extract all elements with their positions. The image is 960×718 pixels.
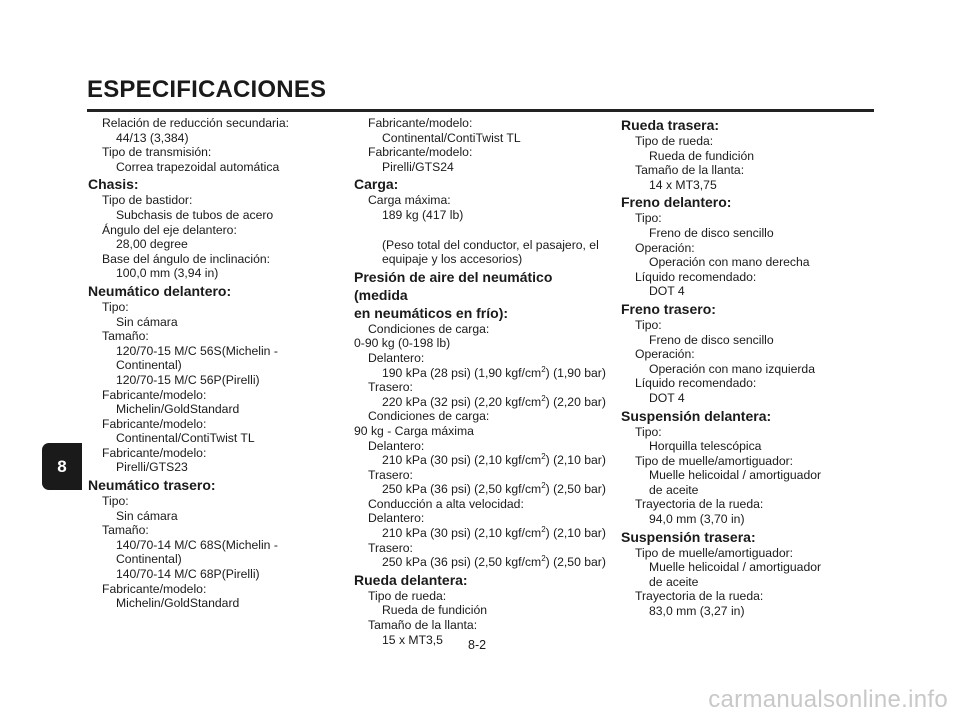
spec-value: 220 kPa (32 psi) (2,20 kgf/$cm^2$) (2,20 bar) — [382, 393, 606, 409]
section-heading-rear-tire: Neumático trasero: — [88, 477, 216, 494]
watermark: carmanualsonline.info — [708, 686, 948, 713]
spec-value: Operación con mano derecha — [649, 255, 810, 270]
spec-value: Muelle helicoidal / amortiguador — [649, 560, 822, 575]
spec-value: de aceite — [649, 482, 699, 497]
title-underline — [87, 109, 874, 112]
section-heading-front-brake: Freno delantero: — [621, 194, 732, 211]
spec-label: Tamaño: — [102, 329, 149, 344]
spec-value: Operación con mano izquierda — [649, 361, 815, 376]
spec-label: Tipo de transmisión: — [102, 145, 212, 160]
spec-value: Rueda de fundición — [649, 148, 755, 163]
spec-label: Tipo de muelle/amortiguador: — [635, 453, 794, 468]
spec-value: Subchasis de tubos de acero — [116, 207, 274, 222]
spec-label: Delantero: — [368, 350, 425, 365]
spec-label: Operación: — [635, 347, 695, 362]
spec-label: Fabricante/modelo: — [102, 581, 207, 596]
spec-value: 14 x MT3,75 — [649, 177, 717, 192]
page-title: ESPECIFICACIONES — [87, 76, 327, 103]
spec-label: Fabricante/modelo: — [368, 116, 473, 130]
spec-value: 189 kg (417 lb) — [382, 207, 464, 222]
spec-label: Carga máxima: — [368, 193, 451, 208]
spec-label: Delantero: — [368, 511, 425, 526]
spec-value: 28,00 degree — [116, 237, 188, 252]
chapter-tab: 8 — [42, 443, 82, 490]
spec-value: Correa trapezoidal automática — [116, 159, 280, 174]
spec-value: 140/70-14 M/C 68P(Pirelli) — [116, 567, 260, 582]
spec-label: Tipo: — [102, 494, 129, 509]
section-heading-rear-suspension: Suspensión trasera: — [621, 528, 756, 545]
column-2 — [354, 116, 606, 647]
section-heading-rear-wheel: Rueda trasera: — [621, 117, 720, 133]
spec-label: Base del ángulo de inclinación: — [102, 251, 271, 266]
spec-label: Tipo: — [635, 424, 662, 439]
spec-label: Líquido recomendado: — [635, 269, 757, 284]
spec-label: Fabricante/modelo: — [102, 387, 207, 402]
spec-value: DOT 4 — [649, 390, 685, 405]
spec-value: 83,0 mm (3,27 in) — [649, 604, 745, 619]
spec-label: Fabricante/modelo: — [368, 145, 473, 160]
spec-label: Fabricante/modelo: — [102, 445, 207, 460]
spec-value: 44/13 (3,384) — [116, 130, 189, 145]
spec-value: Horquilla telescópica — [649, 439, 762, 454]
spec-value: Continental/ContiTwist TL — [382, 130, 521, 145]
spec-label: Tipo de rueda: — [368, 588, 447, 603]
spec-label: Tipo: — [635, 317, 662, 332]
section-heading-chasis: Chasis: — [88, 176, 139, 193]
spec-label: Conducción a alta velocidad: — [368, 496, 524, 511]
spec-value: 100,0 mm (3,94 in) — [116, 266, 219, 281]
spacer — [354, 223, 606, 238]
spec-value: 94,0 mm (3,70 in) — [649, 512, 745, 527]
spec-label: Operación: — [635, 240, 695, 255]
spec-value: 15 x MT3,5 — [382, 632, 443, 647]
spec-label: Líquido recomendado: — [635, 376, 757, 391]
section-heading-front-suspension: Suspensión delantera: — [621, 407, 772, 424]
spec-label: Trayectoria de la rueda: — [635, 497, 764, 512]
spec-value: 140/70-14 M/C 68S(Michelin - — [116, 537, 278, 552]
spec-value: Michelin/GoldStandard — [116, 402, 240, 417]
spec-label: Ángulo del eje delantero: — [102, 222, 237, 237]
spec-value: DOT 4 — [649, 284, 685, 299]
spec-label: Tamaño de la llanta: — [635, 163, 745, 178]
column-3 — [621, 116, 876, 619]
spec-label: Condiciones de carga: — [368, 321, 490, 336]
section-heading-rear-brake: Freno trasero: — [621, 300, 716, 317]
spec-label: Relación de reducción secundaria: — [102, 116, 289, 130]
spec-value: 210 kPa (30 psi) (2,10 kgf/$cm^2$) (2,10 bar) — [382, 452, 606, 468]
spec-label: Trayectoria de la rueda: — [635, 589, 764, 604]
spec-value: 120/70-15 M/C 56P(Pirelli) — [116, 372, 260, 387]
spec-value: Pirelli/GTS23 — [116, 460, 188, 475]
spec-value: Continental) — [116, 552, 182, 567]
column-1 — [88, 116, 343, 611]
spec-label: Tamaño: — [102, 523, 149, 538]
spec-label: Condiciones de carga: — [368, 409, 490, 424]
spec-value: 250 kPa (36 psi) (2,50 kgf/$cm^2$) (2,50 bar) — [382, 481, 606, 497]
spec-value: 120/70-15 M/C 56S(Michelin - — [116, 343, 278, 358]
spec-label: Trasero: — [368, 380, 413, 395]
spec-value: de aceite — [649, 574, 699, 589]
spec-value: Muelle helicoidal / amortiguador — [649, 468, 822, 483]
spec-label: Trasero: — [368, 467, 413, 482]
spec-value: Michelin/GoldStandard — [116, 596, 240, 611]
spec-label: Tipo: — [635, 211, 662, 226]
spec-value: Freno de disco sencillo — [649, 332, 774, 347]
spec-value: Freno de disco sencillo — [649, 225, 774, 240]
spec-label: 0-90 kg (0-198 lb) — [354, 336, 451, 351]
spec-label: Fabricante/modelo: — [102, 416, 207, 431]
spec-value: Pirelli/GTS24 — [382, 159, 454, 174]
spec-value: Continental) — [116, 358, 182, 373]
section-heading-load: Carga: — [354, 176, 399, 193]
spec-label: Tipo de bastidor: — [102, 193, 193, 208]
spec-value: Sin cámara — [116, 508, 178, 523]
section-heading-front-wheel: Rueda delantera: — [354, 571, 468, 588]
spec-label: Delantero: — [368, 438, 425, 453]
spec-value: Sin cámara — [116, 314, 178, 329]
spec-label: Tamaño de la llanta: — [368, 618, 478, 633]
spec-value: 190 kPa (28 psi) (1,90 kgf/$cm^2$) (1,90 bar) — [382, 364, 606, 380]
spec-label: Tipo: — [102, 299, 129, 314]
spec-value: Rueda de fundición — [382, 603, 488, 618]
spec-label: Tipo de muelle/amortiguador: — [635, 545, 794, 560]
spec-value: Continental/ContiTwist TL — [116, 431, 255, 446]
section-heading-tire-pressure-cont: en neumáticos en frío): — [354, 304, 509, 321]
spec-value: 210 kPa (30 psi) (2,10 kgf/$cm^2$) (2,10 bar) — [382, 525, 606, 541]
spec-label: 90 kg - Carga máxima — [354, 423, 474, 438]
spec-label: Tipo de rueda: — [635, 134, 714, 148]
spec-note: (Peso total del conductor, el pasajero, el — [382, 237, 599, 252]
spec-label: Trasero: — [368, 540, 413, 555]
spec-note: equipaje y los accesorios) — [382, 252, 523, 267]
section-heading-front-tire: Neumático delantero: — [88, 282, 232, 299]
section-heading-tire-pressure: Presión de aire del neumático (medida — [354, 268, 553, 303]
page-number: 8-2 — [468, 638, 487, 652]
spec-value: 250 kPa (36 psi) (2,50 kgf/$cm^2$) (2,50 bar) — [382, 554, 606, 570]
